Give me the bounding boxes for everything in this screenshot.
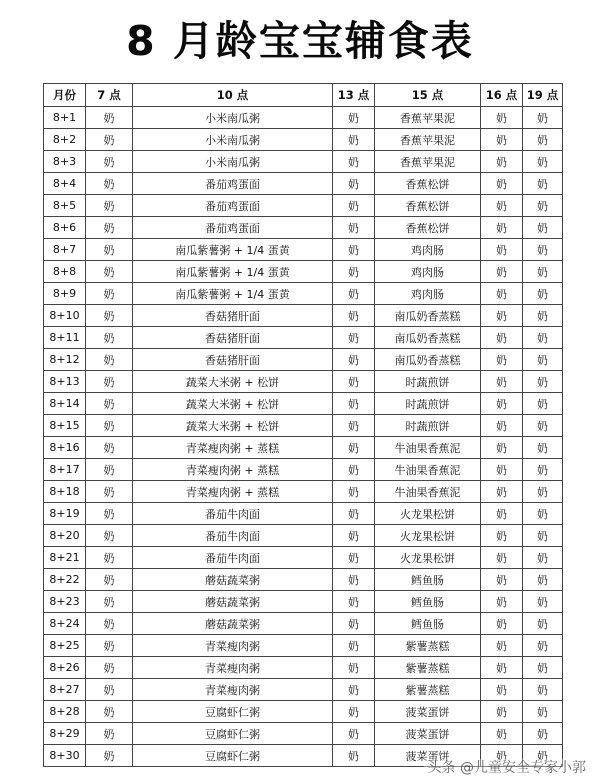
- cell-16pm: 奶: [481, 481, 523, 503]
- cell-7am: 奶: [86, 679, 133, 701]
- cell-month: 8+21: [44, 547, 86, 569]
- meal-schedule-table: [43, 83, 563, 767]
- cell-month: 8+13: [44, 371, 86, 393]
- cell-7am: 奶: [86, 745, 133, 767]
- header-19pm: 19 点: [523, 84, 563, 107]
- table-row: [44, 459, 563, 481]
- cell-month: 8+19: [44, 503, 86, 525]
- cell-13pm: 奶: [333, 305, 375, 327]
- cell-7am: 奶: [86, 613, 133, 635]
- cell-7am: 奶: [86, 239, 133, 261]
- table-row: [44, 657, 563, 679]
- cell-15pm: 鳕鱼肠: [375, 613, 481, 635]
- table-row: [44, 591, 563, 613]
- header-10am: 10 点: [133, 84, 333, 107]
- table-row: [44, 503, 563, 525]
- cell-7am: 奶: [86, 569, 133, 591]
- cell-10am: 小米南瓜粥: [133, 107, 333, 129]
- cell-13pm: 奶: [333, 679, 375, 701]
- cell-19pm: 奶: [523, 723, 563, 745]
- cell-13pm: 奶: [333, 459, 375, 481]
- cell-10am: 豆腐虾仁粥: [133, 745, 333, 767]
- cell-19pm: 奶: [523, 415, 563, 437]
- table-row: [44, 569, 563, 591]
- cell-10am: 香菇猪肝面: [133, 305, 333, 327]
- cell-16pm: 奶: [481, 261, 523, 283]
- cell-16pm: 奶: [481, 129, 523, 151]
- cell-15pm: 南瓜奶香蒸糕: [375, 349, 481, 371]
- cell-month: 8+2: [44, 129, 86, 151]
- cell-13pm: 奶: [333, 261, 375, 283]
- cell-7am: 奶: [86, 327, 133, 349]
- cell-month: 8+11: [44, 327, 86, 349]
- cell-15pm: 紫薯蒸糕: [375, 679, 481, 701]
- cell-13pm: 奶: [333, 569, 375, 591]
- cell-month: 8+15: [44, 415, 86, 437]
- cell-19pm: 奶: [523, 437, 563, 459]
- cell-19pm: 奶: [523, 107, 563, 129]
- cell-10am: 青菜瘦肉粥: [133, 657, 333, 679]
- cell-7am: 奶: [86, 283, 133, 305]
- table-row: [44, 239, 563, 261]
- cell-10am: 番茄鸡蛋面: [133, 195, 333, 217]
- cell-13pm: 奶: [333, 723, 375, 745]
- cell-16pm: 奶: [481, 745, 523, 767]
- cell-7am: 奶: [86, 217, 133, 239]
- cell-16pm: 奶: [481, 151, 523, 173]
- table-row: [44, 327, 563, 349]
- cell-13pm: 奶: [333, 635, 375, 657]
- cell-10am: 豆腐虾仁粥: [133, 723, 333, 745]
- cell-15pm: 火龙果松饼: [375, 525, 481, 547]
- table-header-row: [44, 84, 563, 107]
- cell-10am: 番茄鸡蛋面: [133, 217, 333, 239]
- table-row: [44, 283, 563, 305]
- cell-16pm: 奶: [481, 173, 523, 195]
- cell-15pm: 香蕉苹果泥: [375, 151, 481, 173]
- cell-7am: 奶: [86, 107, 133, 129]
- cell-19pm: 奶: [523, 217, 563, 239]
- cell-19pm: 奶: [523, 701, 563, 723]
- cell-15pm: 鳕鱼肠: [375, 569, 481, 591]
- table-row: [44, 679, 563, 701]
- cell-10am: 番茄牛肉面: [133, 503, 333, 525]
- cell-15pm: 菠菜蛋饼: [375, 723, 481, 745]
- cell-13pm: 奶: [333, 129, 375, 151]
- cell-13pm: 奶: [333, 151, 375, 173]
- cell-15pm: 鳕鱼肠: [375, 591, 481, 613]
- cell-19pm: 奶: [523, 635, 563, 657]
- cell-15pm: 香蕉松饼: [375, 195, 481, 217]
- cell-19pm: 奶: [523, 305, 563, 327]
- cell-7am: 奶: [86, 261, 133, 283]
- table-row: [44, 195, 563, 217]
- cell-16pm: 奶: [481, 459, 523, 481]
- cell-7am: 奶: [86, 195, 133, 217]
- cell-19pm: 奶: [523, 569, 563, 591]
- cell-month: 8+4: [44, 173, 86, 195]
- cell-15pm: 火龙果松饼: [375, 547, 481, 569]
- header-7am: 7 点: [86, 84, 133, 107]
- cell-13pm: 奶: [333, 393, 375, 415]
- cell-10am: 豆腐虾仁粥: [133, 701, 333, 723]
- table-row: [44, 525, 563, 547]
- cell-15pm: 香蕉松饼: [375, 173, 481, 195]
- table-row: [44, 151, 563, 173]
- cell-10am: 青菜瘦肉粥: [133, 679, 333, 701]
- table-row: [44, 371, 563, 393]
- table-row: [44, 481, 563, 503]
- cell-15pm: 鸡肉肠: [375, 283, 481, 305]
- cell-19pm: 奶: [523, 481, 563, 503]
- cell-16pm: 奶: [481, 305, 523, 327]
- cell-19pm: 奶: [523, 745, 563, 767]
- cell-19pm: 奶: [523, 591, 563, 613]
- cell-10am: 小米南瓜粥: [133, 151, 333, 173]
- cell-16pm: 奶: [481, 635, 523, 657]
- cell-10am: 番茄牛肉面: [133, 525, 333, 547]
- header-13pm: 13 点: [333, 84, 375, 107]
- cell-16pm: 奶: [481, 195, 523, 217]
- cell-16pm: 奶: [481, 371, 523, 393]
- cell-19pm: 奶: [523, 613, 563, 635]
- cell-19pm: 奶: [523, 151, 563, 173]
- table-row: [44, 415, 563, 437]
- cell-19pm: 奶: [523, 195, 563, 217]
- cell-16pm: 奶: [481, 107, 523, 129]
- cell-19pm: 奶: [523, 239, 563, 261]
- cell-19pm: 奶: [523, 657, 563, 679]
- cell-month: 8+18: [44, 481, 86, 503]
- cell-10am: 青菜瘦肉粥: [133, 635, 333, 657]
- cell-10am: 香菇猪肝面: [133, 349, 333, 371]
- cell-7am: 奶: [86, 503, 133, 525]
- cell-7am: 奶: [86, 723, 133, 745]
- cell-19pm: 奶: [523, 371, 563, 393]
- cell-10am: 青菜瘦肉粥 + 蒸糕: [133, 481, 333, 503]
- cell-7am: 奶: [86, 525, 133, 547]
- cell-15pm: 鸡肉肠: [375, 239, 481, 261]
- table-body: [44, 107, 563, 767]
- cell-month: 8+10: [44, 305, 86, 327]
- cell-7am: 奶: [86, 657, 133, 679]
- cell-16pm: 奶: [481, 591, 523, 613]
- cell-19pm: 奶: [523, 503, 563, 525]
- cell-15pm: 牛油果香蕉泥: [375, 459, 481, 481]
- table-row: [44, 107, 563, 129]
- cell-7am: 奶: [86, 547, 133, 569]
- cell-7am: 奶: [86, 635, 133, 657]
- table-row: [44, 613, 563, 635]
- cell-13pm: 奶: [333, 481, 375, 503]
- table-row: [44, 217, 563, 239]
- cell-7am: 奶: [86, 459, 133, 481]
- table-row: [44, 723, 563, 745]
- cell-month: 8+14: [44, 393, 86, 415]
- cell-month: 8+27: [44, 679, 86, 701]
- cell-15pm: 时蔬煎饼: [375, 415, 481, 437]
- table-row: [44, 261, 563, 283]
- cell-16pm: 奶: [481, 679, 523, 701]
- cell-13pm: 奶: [333, 349, 375, 371]
- cell-13pm: 奶: [333, 613, 375, 635]
- cell-15pm: 南瓜奶香蒸糕: [375, 327, 481, 349]
- cell-13pm: 奶: [333, 503, 375, 525]
- cell-10am: 蘑菇蔬菜粥: [133, 591, 333, 613]
- cell-16pm: 奶: [481, 239, 523, 261]
- cell-16pm: 奶: [481, 525, 523, 547]
- cell-13pm: 奶: [333, 415, 375, 437]
- cell-7am: 奶: [86, 371, 133, 393]
- cell-13pm: 奶: [333, 217, 375, 239]
- cell-16pm: 奶: [481, 723, 523, 745]
- cell-13pm: 奶: [333, 173, 375, 195]
- cell-10am: 香菇猪肝面: [133, 327, 333, 349]
- header-16pm: 16 点: [481, 84, 523, 107]
- cell-month: 8+8: [44, 261, 86, 283]
- cell-month: 8+17: [44, 459, 86, 481]
- cell-month: 8+23: [44, 591, 86, 613]
- table-row: [44, 173, 563, 195]
- cell-19pm: 奶: [523, 349, 563, 371]
- cell-13pm: 奶: [333, 745, 375, 767]
- cell-7am: 奶: [86, 305, 133, 327]
- table-row: [44, 701, 563, 723]
- cell-15pm: 牛油果香蕉泥: [375, 437, 481, 459]
- cell-month: 8+24: [44, 613, 86, 635]
- cell-19pm: 奶: [523, 679, 563, 701]
- cell-19pm: 奶: [523, 393, 563, 415]
- cell-13pm: 奶: [333, 239, 375, 261]
- cell-month: 8+3: [44, 151, 86, 173]
- cell-16pm: 奶: [481, 569, 523, 591]
- cell-13pm: 奶: [333, 107, 375, 129]
- cell-7am: 奶: [86, 173, 133, 195]
- table-row: [44, 393, 563, 415]
- source-watermark: 头条 @儿童安全专家小郭: [424, 759, 590, 777]
- cell-15pm: 时蔬煎饼: [375, 371, 481, 393]
- cell-15pm: 紫薯蒸糕: [375, 635, 481, 657]
- cell-7am: 奶: [86, 415, 133, 437]
- cell-13pm: 奶: [333, 195, 375, 217]
- cell-10am: 蔬菜大米粥 + 松饼: [133, 393, 333, 415]
- cell-15pm: 香蕉苹果泥: [375, 107, 481, 129]
- cell-7am: 奶: [86, 591, 133, 613]
- cell-19pm: 奶: [523, 327, 563, 349]
- cell-15pm: 菠菜蛋饼: [375, 701, 481, 723]
- cell-10am: 蔬菜大米粥 + 松饼: [133, 415, 333, 437]
- cell-19pm: 奶: [523, 283, 563, 305]
- table-row: [44, 305, 563, 327]
- cell-7am: 奶: [86, 701, 133, 723]
- table-row: [44, 349, 563, 371]
- cell-19pm: 奶: [523, 173, 563, 195]
- cell-10am: 蔬菜大米粥 + 松饼: [133, 371, 333, 393]
- cell-month: 8+12: [44, 349, 86, 371]
- cell-16pm: 奶: [481, 327, 523, 349]
- cell-15pm: 香蕉苹果泥: [375, 129, 481, 151]
- cell-19pm: 奶: [523, 525, 563, 547]
- cell-month: 8+1: [44, 107, 86, 129]
- cell-16pm: 奶: [481, 393, 523, 415]
- cell-10am: 番茄牛肉面: [133, 547, 333, 569]
- cell-16pm: 奶: [481, 415, 523, 437]
- header-month: 月份: [44, 84, 86, 107]
- cell-10am: 番茄鸡蛋面: [133, 173, 333, 195]
- cell-7am: 奶: [86, 349, 133, 371]
- cell-month: 8+28: [44, 701, 86, 723]
- cell-15pm: 牛油果香蕉泥: [375, 481, 481, 503]
- cell-15pm: 紫薯蒸糕: [375, 657, 481, 679]
- cell-13pm: 奶: [333, 701, 375, 723]
- cell-10am: 南瓜紫薯粥 + 1/4 蛋黄: [133, 239, 333, 261]
- cell-month: 8+5: [44, 195, 86, 217]
- cell-10am: 南瓜紫薯粥 + 1/4 蛋黄: [133, 261, 333, 283]
- cell-16pm: 奶: [481, 437, 523, 459]
- cell-7am: 奶: [86, 151, 133, 173]
- cell-16pm: 奶: [481, 701, 523, 723]
- cell-16pm: 奶: [481, 547, 523, 569]
- page-title: 8 月龄宝宝辅食表: [126, 17, 474, 65]
- cell-month: 8+20: [44, 525, 86, 547]
- cell-10am: 南瓜紫薯粥 + 1/4 蛋黄: [133, 283, 333, 305]
- cell-13pm: 奶: [333, 437, 375, 459]
- cell-month: 8+29: [44, 723, 86, 745]
- cell-10am: 蘑菇蔬菜粥: [133, 613, 333, 635]
- cell-13pm: 奶: [333, 547, 375, 569]
- table-row: [44, 635, 563, 657]
- cell-15pm: 鸡肉肠: [375, 261, 481, 283]
- cell-month: 8+6: [44, 217, 86, 239]
- cell-15pm: 香蕉松饼: [375, 217, 481, 239]
- cell-month: 8+22: [44, 569, 86, 591]
- cell-7am: 奶: [86, 437, 133, 459]
- cell-16pm: 奶: [481, 349, 523, 371]
- cell-13pm: 奶: [333, 327, 375, 349]
- cell-13pm: 奶: [333, 283, 375, 305]
- cell-15pm: 火龙果松饼: [375, 503, 481, 525]
- table-row: [44, 437, 563, 459]
- table-row: [44, 129, 563, 151]
- cell-7am: 奶: [86, 481, 133, 503]
- cell-13pm: 奶: [333, 591, 375, 613]
- cell-10am: 青菜瘦肉粥 + 蒸糕: [133, 437, 333, 459]
- cell-15pm: 菠菜蛋饼: [375, 745, 481, 767]
- cell-19pm: 奶: [523, 261, 563, 283]
- cell-month: 8+25: [44, 635, 86, 657]
- cell-16pm: 奶: [481, 217, 523, 239]
- cell-13pm: 奶: [333, 657, 375, 679]
- cell-10am: 小米南瓜粥: [133, 129, 333, 151]
- cell-16pm: 奶: [481, 283, 523, 305]
- cell-7am: 奶: [86, 129, 133, 151]
- cell-15pm: 南瓜奶香蒸糕: [375, 305, 481, 327]
- cell-13pm: 奶: [333, 371, 375, 393]
- cell-19pm: 奶: [523, 129, 563, 151]
- cell-16pm: 奶: [481, 613, 523, 635]
- cell-month: 8+16: [44, 437, 86, 459]
- cell-16pm: 奶: [481, 503, 523, 525]
- header-15pm: 15 点: [375, 84, 481, 107]
- cell-7am: 奶: [86, 393, 133, 415]
- cell-month: 8+7: [44, 239, 86, 261]
- cell-10am: 蘑菇蔬菜粥: [133, 569, 333, 591]
- cell-month: 8+9: [44, 283, 86, 305]
- cell-16pm: 奶: [481, 657, 523, 679]
- cell-10am: 青菜瘦肉粥 + 蒸糕: [133, 459, 333, 481]
- table-row: [44, 547, 563, 569]
- cell-month: 8+26: [44, 657, 86, 679]
- cell-13pm: 奶: [333, 525, 375, 547]
- cell-19pm: 奶: [523, 459, 563, 481]
- cell-19pm: 奶: [523, 547, 563, 569]
- cell-15pm: 时蔬煎饼: [375, 393, 481, 415]
- cell-month: 8+30: [44, 745, 86, 767]
